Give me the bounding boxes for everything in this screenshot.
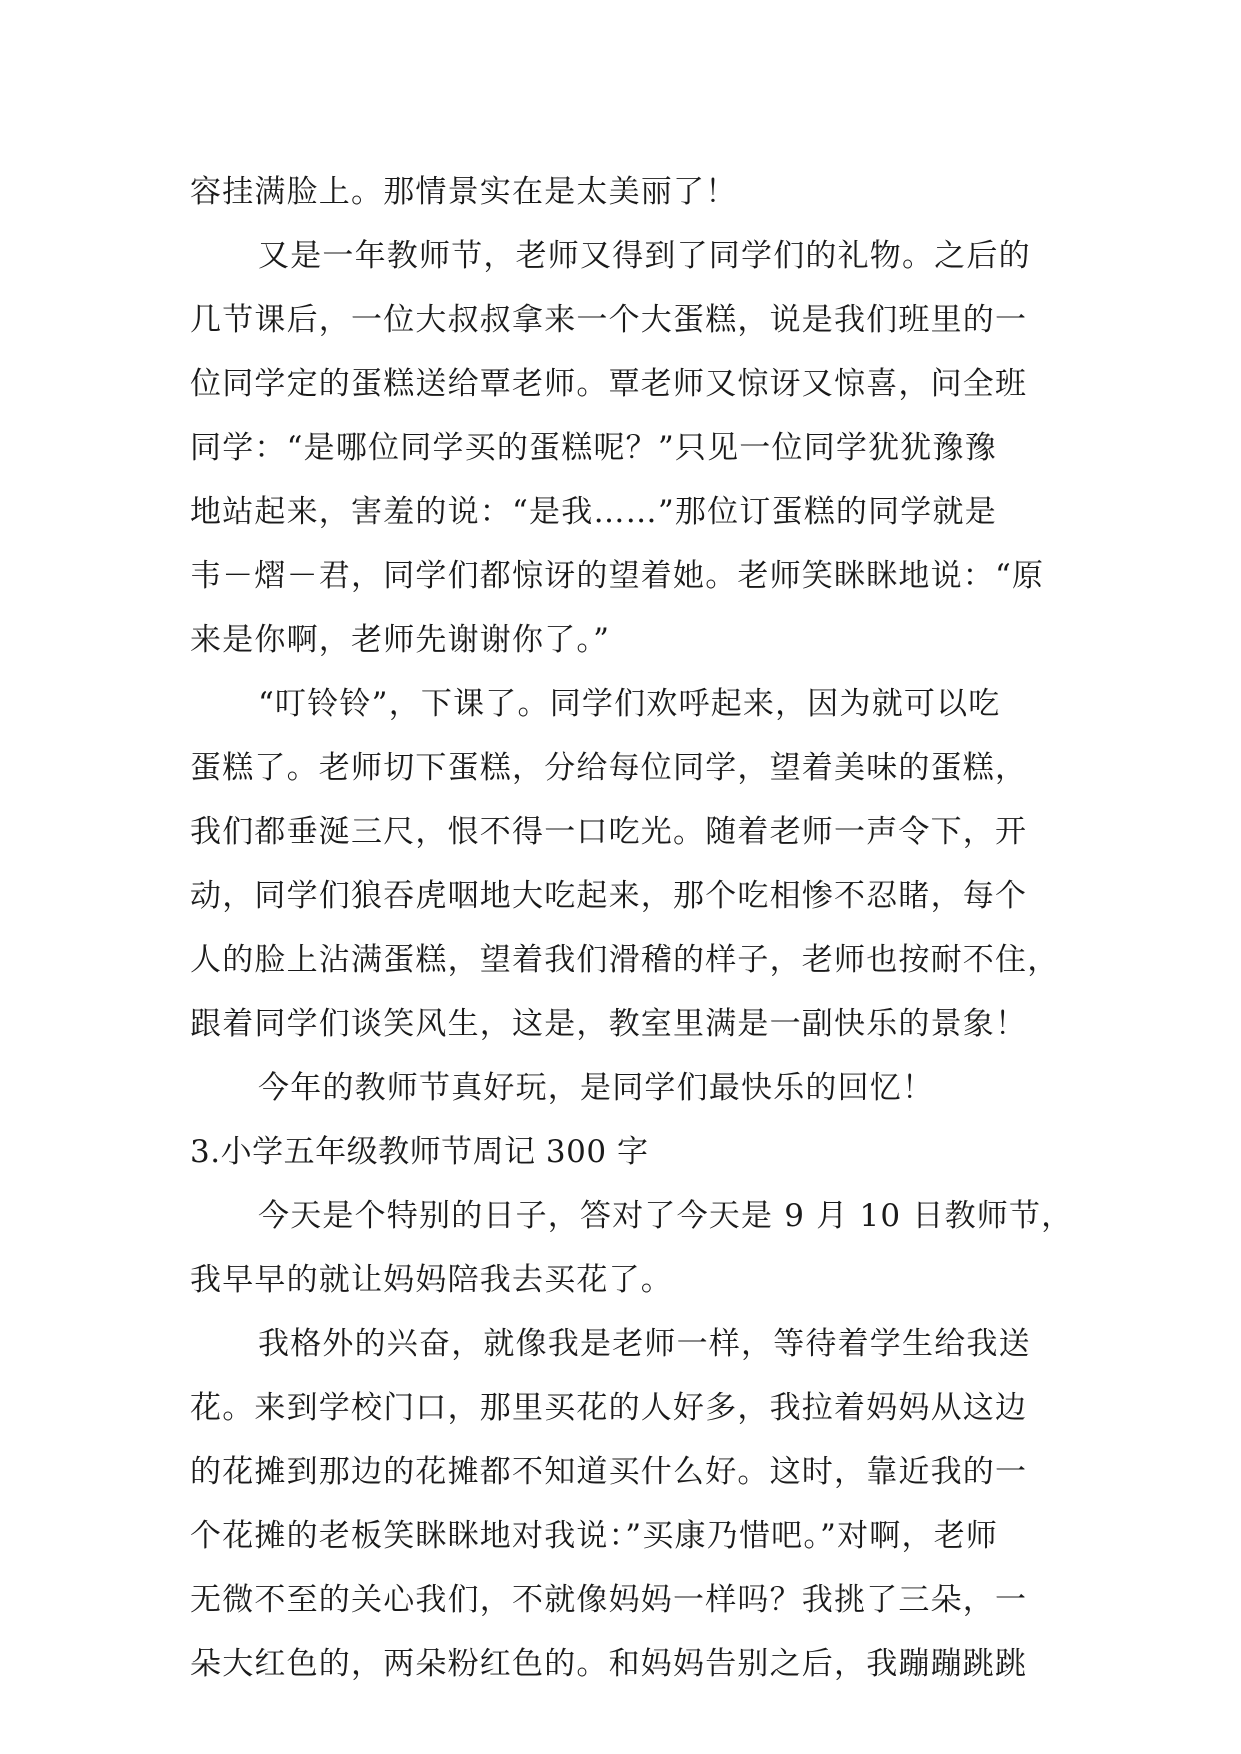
text-line: 同学：“是哪位同学买的蛋糕呢？”只见一位同学犹犹豫豫 [190,430,997,466]
text-line: 地站起来，害羞的说：“是我……”那位订蛋糕的同学就是 [190,494,997,530]
text-line: 的花摊到那边的花摊都不知道买什么好。这时，靠近我的一 [190,1454,1028,1490]
text-line: 位同学定的蛋糕送给覃老师。覃老师又惊讶又惊喜，问全班 [190,366,1028,402]
text-line: 动，同学们狼吞虎咽地大吃起来，那个吃相惨不忍睹，每个 [190,878,1028,914]
text-line: 今年的教师节真好玩，是同学们最快乐的回忆！ [258,1070,935,1106]
text-line: 无微不至的关心我们，不就像妈妈一样吗？我挑了三朵，一 [190,1582,1028,1618]
text-line: 我早早的就让妈妈陪我去买花了。 [190,1262,673,1298]
text-line: 人的脸上沾满蛋糕，望着我们滑稽的样子，老师也按耐不住， [190,942,1060,978]
text-line: 我格外的兴奋，就像我是老师一样，等待着学生给我送 [258,1326,1031,1362]
text-line: 几节课后，一位大叔叔拿来一个大蛋糕，说是我们班里的一 [190,302,1028,338]
text-line: 蛋糕了。老师切下蛋糕，分给每位同学，望着美味的蛋糕， [190,750,1028,786]
document-body [190,160,1074,1696]
text-line: 花。来到学校门口，那里买花的人好多，我拉着妈妈从这边 [190,1390,1028,1426]
text-line: 又是一年教师节，老师又得到了同学们的礼物。之后的 [258,238,1031,274]
text-line: 今天是个特别的日子，答对了今天是 9 月 10 日教师节， [258,1198,1074,1234]
text-line: 韦－熠－君，同学们都惊讶的望着她。老师笑眯眯地说：“原 [190,558,1045,594]
text-line: 朵大红色的，两朵粉红色的。和妈妈告别之后，我蹦蹦跳跳 [190,1646,1028,1682]
text-line: 个花摊的老板笑眯眯地对我说：”买康乃惜吧。”对啊，老师 [190,1518,999,1554]
text-line: 来是你啊，老师先谢谢你了。” [190,622,611,658]
text-line: 跟着同学们谈笑风生，这是，教室里满是一副快乐的景象！ [190,1006,1028,1042]
text-line: 我们都垂涎三尺，恨不得一口吃光。随着老师一声令下，开 [190,814,1028,850]
section-heading: 3.小学五年级教师节周记 300 字 [190,1134,649,1170]
text-line: 容挂满脸上。那情景实在是太美丽了！ [190,174,738,210]
text-line: “叮铃铃”，下课了。同学们欢呼起来，因为就可以吃 [258,686,1001,722]
